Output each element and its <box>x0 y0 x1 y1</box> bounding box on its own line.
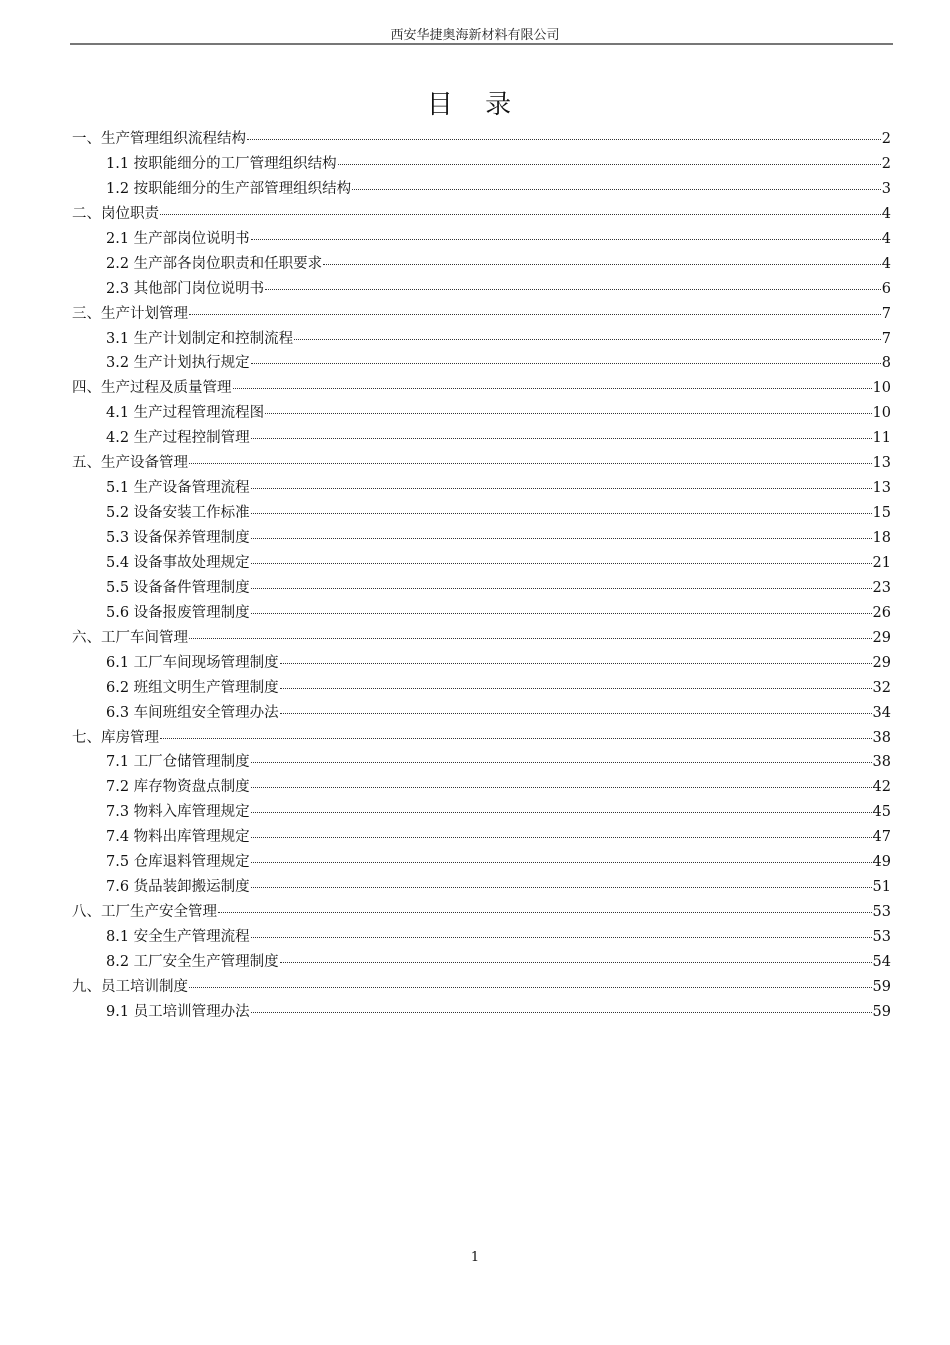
dot-leader <box>251 563 872 564</box>
toc-entry-label: 2.3 其他部门岗位说明书 <box>106 280 265 297</box>
toc-section-entry[interactable] <box>72 925 891 950</box>
toc-entry-label: 7.3 物料入库管理规定 <box>106 804 250 821</box>
toc-entry-page: 38 <box>872 754 891 771</box>
toc-entry-label: 9.1 员工培训管理办法 <box>106 1003 250 1020</box>
toc-section-entry[interactable] <box>72 651 891 676</box>
dot-leader <box>338 164 881 165</box>
toc-entry-page: 8 <box>881 355 891 372</box>
toc-entry-label: 8.1 安全生产管理流程 <box>106 929 250 945</box>
dot-leader <box>251 438 872 439</box>
toc-section-entry[interactable] <box>72 476 891 501</box>
dot-leader <box>189 463 872 464</box>
dot-leader <box>251 787 872 788</box>
dot-leader <box>251 239 881 240</box>
toc-entry-page: 45 <box>872 804 891 821</box>
toc-entry-page: 53 <box>872 904 891 921</box>
table-of-contents <box>72 127 891 1025</box>
toc-title: 目 录 <box>426 90 524 120</box>
toc-section-entry[interactable] <box>72 576 891 601</box>
dot-leader <box>251 812 872 813</box>
toc-entry-page: 29 <box>872 629 891 646</box>
dot-leader <box>160 738 872 739</box>
toc-section-entry[interactable] <box>72 1000 891 1025</box>
toc-entry-page: 51 <box>872 879 891 896</box>
toc-entry-label: 三、生产计划管理 <box>72 305 188 322</box>
toc-entry-label: 6.3 车间班组安全管理办法 <box>106 704 279 721</box>
toc-entry-page: 15 <box>872 505 891 522</box>
toc-entry-page: 23 <box>872 579 891 596</box>
toc-entry-label: 7.6 货品装卸搬运制度 <box>106 879 250 896</box>
toc-section-entry[interactable] <box>72 252 891 277</box>
toc-entry-page: 38 <box>872 729 891 746</box>
toc-section-entry[interactable] <box>72 601 891 626</box>
toc-entry-label: 4.1 生产过程管理流程图 <box>106 405 265 422</box>
toc-entry-label: 1.2 按职能细分的生产部管理组织结构 <box>106 180 352 197</box>
toc-entry-page: 7 <box>881 330 891 347</box>
toc-section-entry[interactable] <box>72 676 891 701</box>
toc-entry-label: 八、工厂生产安全管理 <box>72 904 217 921</box>
toc-entry-label: 4.2 生产过程控制管理 <box>106 430 250 447</box>
toc-entry-label: 7.4 物料出库管理规定 <box>106 829 250 846</box>
page-header-company: 西安华捷奥海新材料有限公司 <box>390 28 560 43</box>
toc-entry-page: 29 <box>872 654 891 671</box>
toc-section-entry[interactable] <box>72 875 891 900</box>
dot-leader <box>352 189 881 190</box>
toc-section-entry[interactable] <box>72 775 891 800</box>
dot-leader <box>189 638 872 639</box>
toc-chapter-entry[interactable] <box>72 376 891 401</box>
toc-chapter-entry[interactable] <box>72 202 891 227</box>
toc-entry-label: 5.4 设备事故处理规定 <box>106 554 250 571</box>
toc-chapter-entry[interactable] <box>72 726 891 751</box>
dot-leader <box>251 937 872 938</box>
toc-section-entry[interactable] <box>72 950 891 975</box>
header-divider <box>70 43 893 45</box>
dot-leader <box>160 214 881 215</box>
toc-section-entry[interactable] <box>72 327 891 352</box>
toc-entry-label: 6.2 班组文明生产管理制度 <box>106 679 279 696</box>
toc-section-entry[interactable] <box>72 277 891 302</box>
toc-section-entry[interactable] <box>72 401 891 426</box>
toc-section-entry[interactable] <box>72 551 891 576</box>
toc-entry-label: 2.2 生产部各岗位职责和任职要求 <box>106 255 323 272</box>
toc-chapter-entry[interactable] <box>72 451 891 476</box>
toc-section-entry[interactable] <box>72 177 891 202</box>
page-number: 1 <box>470 1250 480 1265</box>
dot-leader <box>251 837 872 838</box>
dot-leader <box>280 962 872 963</box>
toc-entry-label: 5.6 设备报废管理制度 <box>106 604 250 621</box>
toc-section-entry[interactable] <box>72 800 891 825</box>
dot-leader <box>251 862 872 863</box>
dot-leader <box>251 488 872 489</box>
dot-leader <box>251 513 872 514</box>
toc-entry-page: 2 <box>881 131 891 147</box>
toc-entry-label: 1.1 按职能细分的工厂管理组织结构 <box>106 155 337 172</box>
toc-entry-label: 五、生产设备管理 <box>72 455 188 472</box>
toc-entry-label: 一、生产管理组织流程结构 <box>72 131 246 147</box>
toc-entry-label: 5.1 生产设备管理流程 <box>106 480 250 497</box>
toc-chapter-entry[interactable] <box>72 127 891 152</box>
toc-entry-page: 59 <box>872 978 891 995</box>
dot-leader <box>251 613 872 614</box>
toc-chapter-entry[interactable] <box>72 975 891 1000</box>
toc-entry-page: 59 <box>872 1003 891 1020</box>
toc-entry-page: 2 <box>881 155 891 172</box>
toc-entry-label: 二、岗位职责 <box>72 205 159 222</box>
toc-entry-label: 5.3 设备保养管理制度 <box>106 530 250 546</box>
toc-section-entry[interactable] <box>72 426 891 451</box>
dot-leader <box>265 289 881 290</box>
toc-section-entry[interactable] <box>72 351 891 376</box>
toc-entry-label: 3.2 生产计划执行规定 <box>106 355 250 372</box>
dot-leader <box>251 887 872 888</box>
toc-entry-label: 7.2 库存物资盘点制度 <box>106 779 250 796</box>
toc-entry-page: 53 <box>872 929 891 945</box>
toc-section-entry[interactable] <box>72 501 891 526</box>
toc-entry-page: 13 <box>872 455 891 472</box>
toc-entry-label: 2.1 生产部岗位说明书 <box>106 230 250 247</box>
dot-leader <box>251 1012 872 1013</box>
toc-entry-label: 5.5 设备备件管理制度 <box>106 579 250 596</box>
toc-entry-page: 32 <box>872 679 891 696</box>
dot-leader <box>265 413 871 414</box>
toc-entry-label: 六、工厂车间管理 <box>72 629 188 646</box>
toc-entry-label: 5.2 设备安装工作标准 <box>106 505 250 522</box>
toc-entry-label: 九、员工培训制度 <box>72 978 188 995</box>
toc-section-entry[interactable] <box>72 526 891 551</box>
toc-entry-page: 4 <box>881 230 891 247</box>
toc-chapter-entry[interactable] <box>72 626 891 651</box>
dot-leader <box>251 538 872 539</box>
dot-leader <box>189 987 872 988</box>
toc-entry-page: 4 <box>881 205 891 222</box>
toc-entry-page: 49 <box>872 854 891 871</box>
dot-leader <box>280 663 872 664</box>
toc-section-entry[interactable] <box>72 227 891 252</box>
dot-leader <box>247 139 881 140</box>
toc-entry-page: 11 <box>872 430 891 447</box>
toc-chapter-entry[interactable] <box>72 302 891 327</box>
toc-entry-page: 54 <box>872 953 891 970</box>
toc-entry-page: 42 <box>872 779 891 796</box>
dot-leader <box>233 388 872 389</box>
toc-entry-label: 7.5 仓库退料管理规定 <box>106 854 250 871</box>
dot-leader <box>189 314 881 315</box>
toc-entry-label: 七、库房管理 <box>72 729 159 746</box>
dot-leader <box>280 713 872 714</box>
toc-entry-page: 10 <box>872 380 891 397</box>
toc-entry-page: 4 <box>881 255 891 272</box>
toc-entry-page: 13 <box>872 480 891 497</box>
toc-entry-page: 26 <box>872 604 891 621</box>
toc-entry-label: 8.2 工厂安全生产管理制度 <box>106 953 279 970</box>
toc-entry-label: 3.1 生产计划制定和控制流程 <box>106 330 294 347</box>
toc-chapter-entry[interactable] <box>72 900 891 925</box>
toc-entry-page: 7 <box>881 305 891 322</box>
toc-section-entry[interactable] <box>72 750 891 775</box>
toc-entry-page: 21 <box>872 554 891 571</box>
dot-leader <box>251 762 872 763</box>
dot-leader <box>251 363 881 364</box>
dot-leader <box>280 688 872 689</box>
toc-section-entry[interactable] <box>72 850 891 875</box>
toc-entry-page: 34 <box>872 704 891 721</box>
toc-entry-page: 47 <box>872 829 891 846</box>
dot-leader <box>323 264 881 265</box>
toc-entry-page: 3 <box>881 180 891 197</box>
toc-section-entry[interactable] <box>72 825 891 850</box>
dot-leader <box>218 912 872 913</box>
dot-leader <box>251 588 872 589</box>
toc-entry-label: 四、生产过程及质量管理 <box>72 380 232 397</box>
toc-entry-page: 6 <box>881 280 891 297</box>
toc-section-entry[interactable] <box>72 152 891 177</box>
toc-section-entry[interactable] <box>72 701 891 726</box>
toc-entry-label: 6.1 工厂车间现场管理制度 <box>106 654 279 671</box>
toc-entry-page: 10 <box>872 405 891 422</box>
toc-entry-page: 18 <box>872 530 891 546</box>
dot-leader <box>294 339 881 340</box>
toc-entry-label: 7.1 工厂仓储管理制度 <box>106 754 250 771</box>
